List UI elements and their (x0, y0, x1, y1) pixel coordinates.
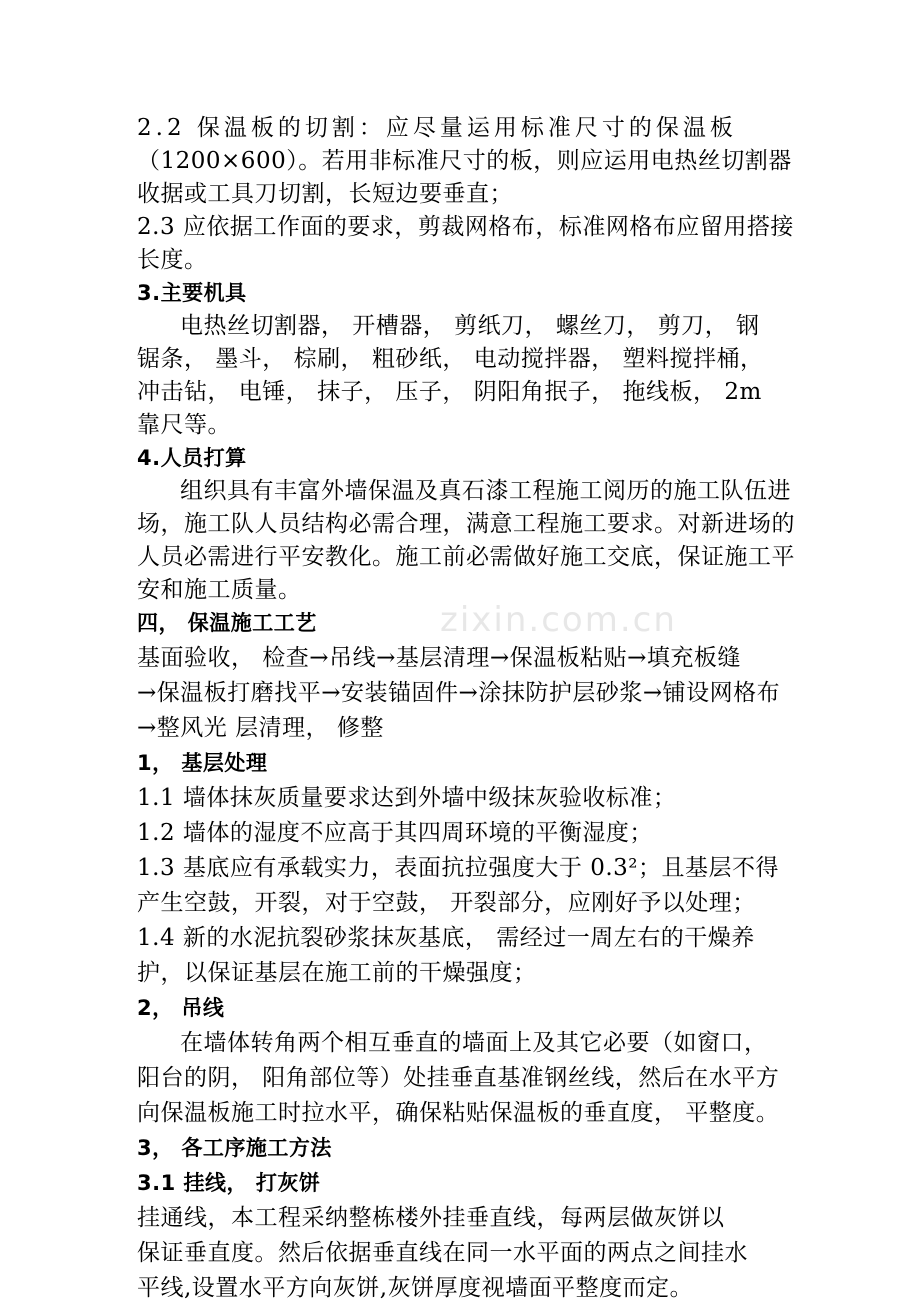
text-line: 挂通线，本工程采纳整栋楼外挂垂直线，每两层做灰饼以 (137, 1205, 725, 1231)
text-line: 1.4 新的水泥抗裂砂浆抹灰基底， 需经过一周左右的干燥养 (137, 925, 755, 951)
text-line: 保证垂直度。然后依据垂直线在同一水平面的两点之间挂水 (137, 1240, 748, 1266)
text-line: 1.1 墙体抹灰质量要求达到外墙中级抹灰验收标准； (137, 785, 677, 811)
text-line: 人员必需进行平安教化。施工前必需做好施工交底，保证施工平 (137, 544, 795, 570)
text-line: 基面验收， 检查→吊线→基层清理→保温板粘贴→填充板缝 (137, 645, 741, 671)
subsection-heading: 3， 各工序施工方法 (137, 1136, 332, 1160)
text-line: 2.2 保温板的切割：应尽量运用标准尺寸的保温板 (137, 115, 737, 141)
section-heading: 四， 保温施工工艺 (137, 611, 317, 635)
text-line: 组织具有丰富外墙保温及真石漆工程施工阅历的施工队伍进 (180, 478, 791, 504)
text-line: 冲击钻， 电锤， 抹子， 压子， 阴阳角抿子， 拖线板， 2m (137, 379, 762, 405)
text-line: →整风光 层清理， 修整 (137, 715, 384, 741)
text-line: 场，施工队人员结构必需合理，满意工程施工要求。对新进场的 (137, 511, 795, 537)
text-line: 安和施工质量。 (137, 577, 302, 603)
subsection-heading: 1， 基层处理 (137, 751, 268, 775)
text-line: →保温板打磨找平→安装锚固件→涂抹防护层砂浆→铺设网格布 (137, 680, 781, 706)
section-heading: 4.人员打算 (137, 446, 247, 470)
text-line: 电热丝切割器， 开槽器， 剪纸刀， 螺丝刀， 剪刀， 钢 (180, 313, 760, 339)
text-line: 锯条， 墨斗， 棕刷， 粗砂纸， 电动搅拌器， 塑料搅拌桶， (137, 346, 764, 372)
section-heading: 3.主要机具 (137, 281, 247, 305)
text-line: 收据或工具刀切割，长短边要垂直； (137, 181, 513, 207)
text-line: 1.2 墙体的湿度不应高于其四周环境的平衡湿度； (137, 820, 653, 846)
text-line: 长度。 (137, 247, 208, 273)
text-line: 护，以保证基层在施工前的干燥强度； (137, 960, 537, 986)
text-line: 向保温板施工时拉水平，确保粘贴保温板的垂直度， 平整度。 (137, 1100, 780, 1126)
text-line: 阳台的阴， 阳角部位等）处挂垂直基准钢丝线，然后在水平方 (137, 1065, 780, 1091)
subsection-heading: 2， 吊线 (137, 996, 225, 1020)
watermark: zixin.com.cn (440, 600, 677, 640)
text-line: 平线,设置水平方向灰饼,灰饼厚度视墙面平整度而定。 (137, 1275, 694, 1301)
text-line: 产生空鼓，开裂，对于空鼓， 开裂部分，应刚好予以处理； (137, 890, 756, 916)
text-line: 2.3 应依据工作面的要求，剪裁网格布，标准网格布应留用搭接 (137, 214, 794, 240)
text-line: 在墙体转角两个相互垂直的墙面上及其它必要（如窗口， (180, 1030, 768, 1056)
text-line: 1.3 基底应有承载实力，表面抗拉强度大于 0.3²；且基层不得 (137, 855, 779, 881)
text-line: （1200×600）。若用非标准尺寸的板，则应运用电热丝切割器 (137, 148, 792, 174)
text-line: 靠尺等。 (137, 412, 231, 438)
subsection-heading: 3.1 挂线， 打灰饼 (137, 1171, 321, 1195)
